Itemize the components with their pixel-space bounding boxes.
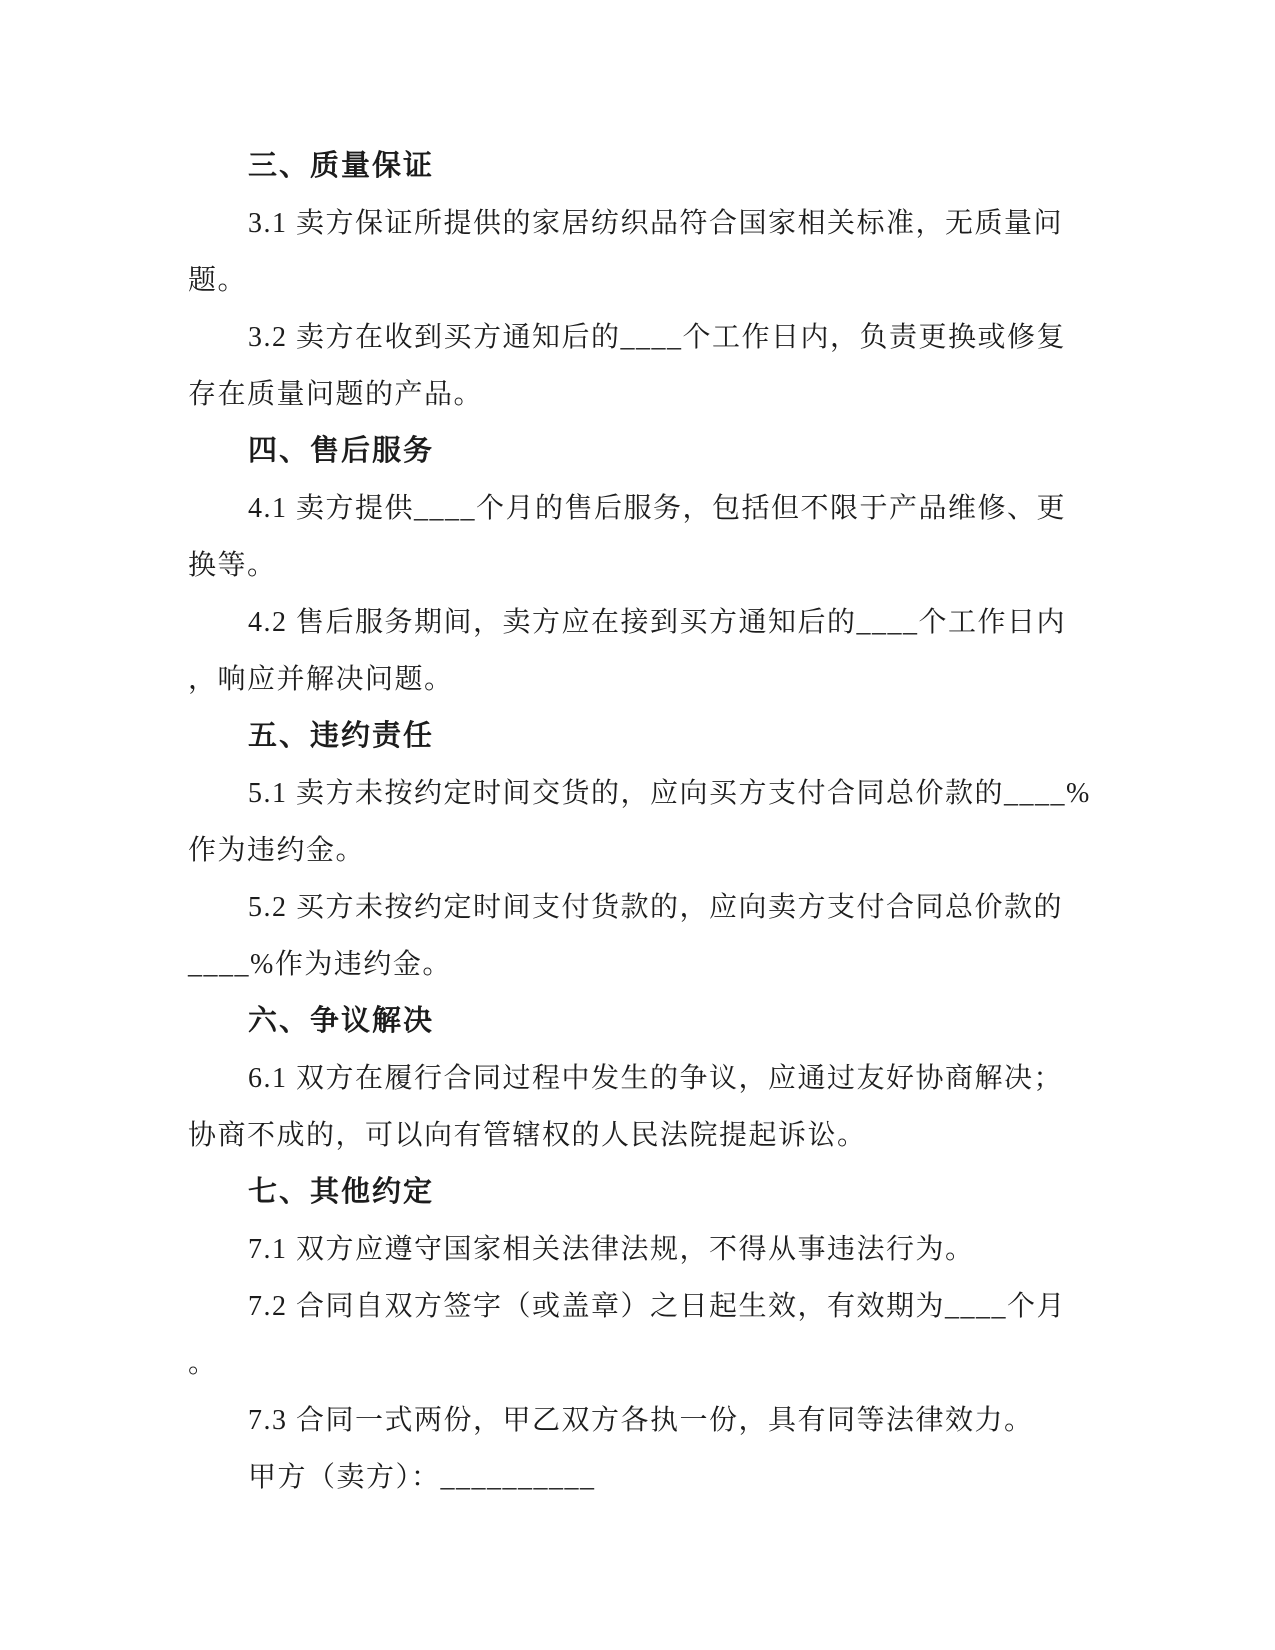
clause-line: 6.1 双方在履行合同过程中发生的争议，应通过友好协商解决； (248, 1063, 1064, 1094)
signature-line: 甲方（卖方）：__________ (248, 1462, 596, 1493)
section-heading: 七、其他约定 (248, 1176, 435, 1208)
clause-line: 换等。 (188, 550, 277, 581)
section-heading: 三、质量保证 (248, 150, 435, 182)
clause-line: 。 (188, 1348, 218, 1379)
clause-line: ，响应并解决问题。 (188, 664, 454, 695)
document-body (188, 138, 1091, 1506)
section-heading: 四、售后服务 (248, 435, 435, 467)
clause-line: 作为违约金。 (188, 835, 366, 866)
clause-line: 4.1 卖方提供____个月的售后服务，包括但不限于产品维修、更 (248, 493, 1067, 524)
clause-line: 协商不成的，可以向有管辖权的人民法院提起诉讼。 (188, 1120, 867, 1151)
clause-line: 7.1 双方应遵守国家相关法律法规，不得从事违法行为。 (248, 1234, 975, 1265)
clause-line: 5.2 买方未按约定时间支付货款的，应向卖方支付合同总价款的 (248, 892, 1064, 923)
section-heading: 六、争议解决 (248, 1005, 435, 1037)
clause-line: ____%作为违约金。 (188, 949, 452, 980)
clause-line: 3.1 卖方保证所提供的家居纺织品符合国家相关标准，无质量问 (248, 208, 1064, 239)
clause-line: 5.1 卖方未按约定时间交货的，应向买方支付合同总价款的____% (248, 778, 1091, 809)
clause-line: 7.2 合同自双方签字（或盖章）之日起生效，有效期为____个月 (248, 1291, 1067, 1322)
clause-line: 7.3 合同一式两份，甲乙双方各执一份，具有同等法律效力。 (248, 1405, 1034, 1436)
clause-line: 4.2 售后服务期间，卖方应在接到买方通知后的____个工作日内 (248, 607, 1067, 638)
clause-line: 题。 (188, 265, 248, 296)
clause-line: 存在质量问题的产品。 (188, 379, 484, 410)
section-heading: 五、违约责任 (248, 720, 435, 752)
clause-line: 3.2 卖方在收到买方通知后的____个工作日内，负责更换或修复 (248, 322, 1067, 353)
